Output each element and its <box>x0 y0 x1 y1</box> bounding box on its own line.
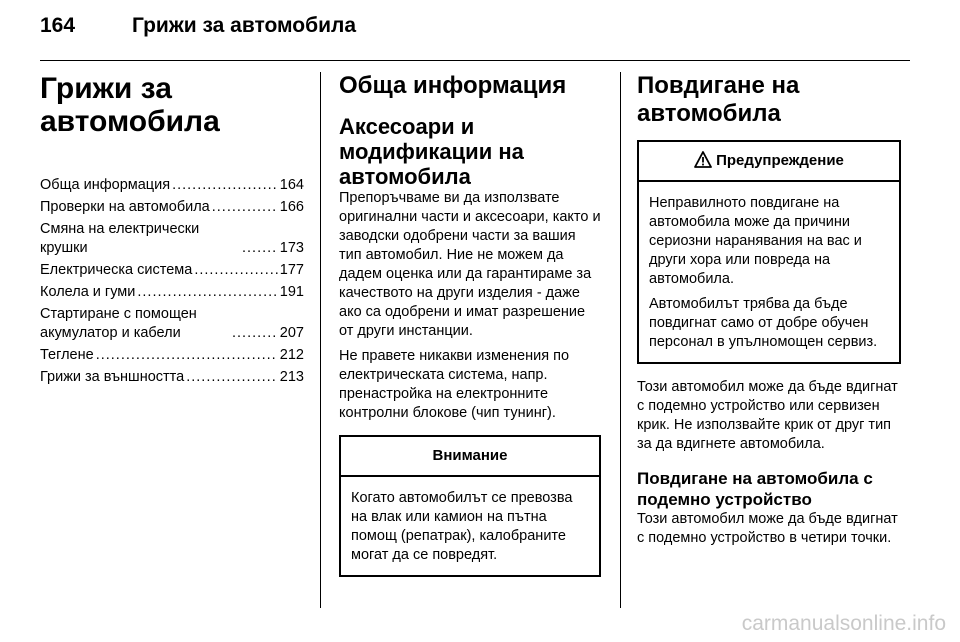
notice-title: Внимание <box>341 437 599 477</box>
subsection-heading: Аксесоари и модификации на автомобила <box>339 114 524 189</box>
page-header <box>40 14 910 50</box>
warning-triangle-icon <box>694 145 712 183</box>
warning-text: Неправилното повдигане на автомобила може да причини сериозни наранявания на вас и други хора или повреда на автомобила. <box>649 195 862 287</box>
toc-entry[interactable]: Колела и гуми ..... 191 <box>40 283 304 302</box>
paragraph: Този автомобил може да бъде вдигнат с подемно устройство или сервизен крик. Не използвайте крик от друг тип за да вдигнете автомобила. <box>637 379 898 452</box>
paragraph: Препоръчваме ви да използвате оригинални части и аксесоари, както и заводски одобрени части за вашия тип автомобил. Ние не можем да дадем оценка или да гарантираме за качеството на други изделия - даже ако са одобрени и имат разрешение от други инстанции. <box>339 190 601 339</box>
toc-entry[interactable]: Проверки на автомобила ..... 166 <box>40 198 304 217</box>
page-number: 164 <box>40 14 76 37</box>
column-divider <box>620 72 621 608</box>
notice-text: Когато автомобилът се превозва на влак или камион на пътна помощ (репатрак), калобраните могат да се повредят. <box>351 490 573 563</box>
toc-entry[interactable]: Стартиране с помощен акумулатор и кабели ..... 207 <box>40 305 304 343</box>
running-title: Грижи за автомобила <box>132 14 357 37</box>
toc-entry[interactable]: Електрическа система ..... 177 <box>40 261 304 280</box>
warning-box <box>637 140 901 364</box>
section-heading: Обща информация <box>339 72 567 99</box>
section-heading: Повдигане на автомобила <box>637 72 800 127</box>
toc-entry[interactable]: Теглене ..... 212 <box>40 346 304 365</box>
notice-box <box>339 435 601 577</box>
warning-title: Предупреждение <box>639 142 899 182</box>
chapter-column <box>40 72 304 390</box>
paragraph: Не правете никакви изменения по електрическата система, напр. пренастройка на електронните контролни блокове (чип тунинг). <box>339 348 570 421</box>
table-of-contents <box>40 176 304 387</box>
header-rule <box>40 60 910 61</box>
toc-entry[interactable]: Обща информация ..... 164 <box>40 176 304 195</box>
toc-entry[interactable]: Грижи за външността ..... 213 <box>40 368 304 387</box>
watermark: carmanualsonline.info <box>741 612 946 635</box>
toc-entry[interactable]: Смяна на електрически крушки ..... 173 <box>40 220 304 258</box>
subsection-heading: Повдигане на автомобила с подемно устройство <box>637 469 873 509</box>
lifting-column <box>637 72 901 548</box>
warning-text: Автомобилът трябва да бъде повдигнат само от добре обучен персонал в упълномощен сервиз. <box>649 296 878 350</box>
paragraph: Този автомобил може да бъде вдигнат с подемно устройство в четири точки. <box>637 511 898 546</box>
general-info-column <box>339 72 601 577</box>
chapter-title: Грижи за автомобила <box>40 72 220 138</box>
column-divider <box>320 72 321 608</box>
